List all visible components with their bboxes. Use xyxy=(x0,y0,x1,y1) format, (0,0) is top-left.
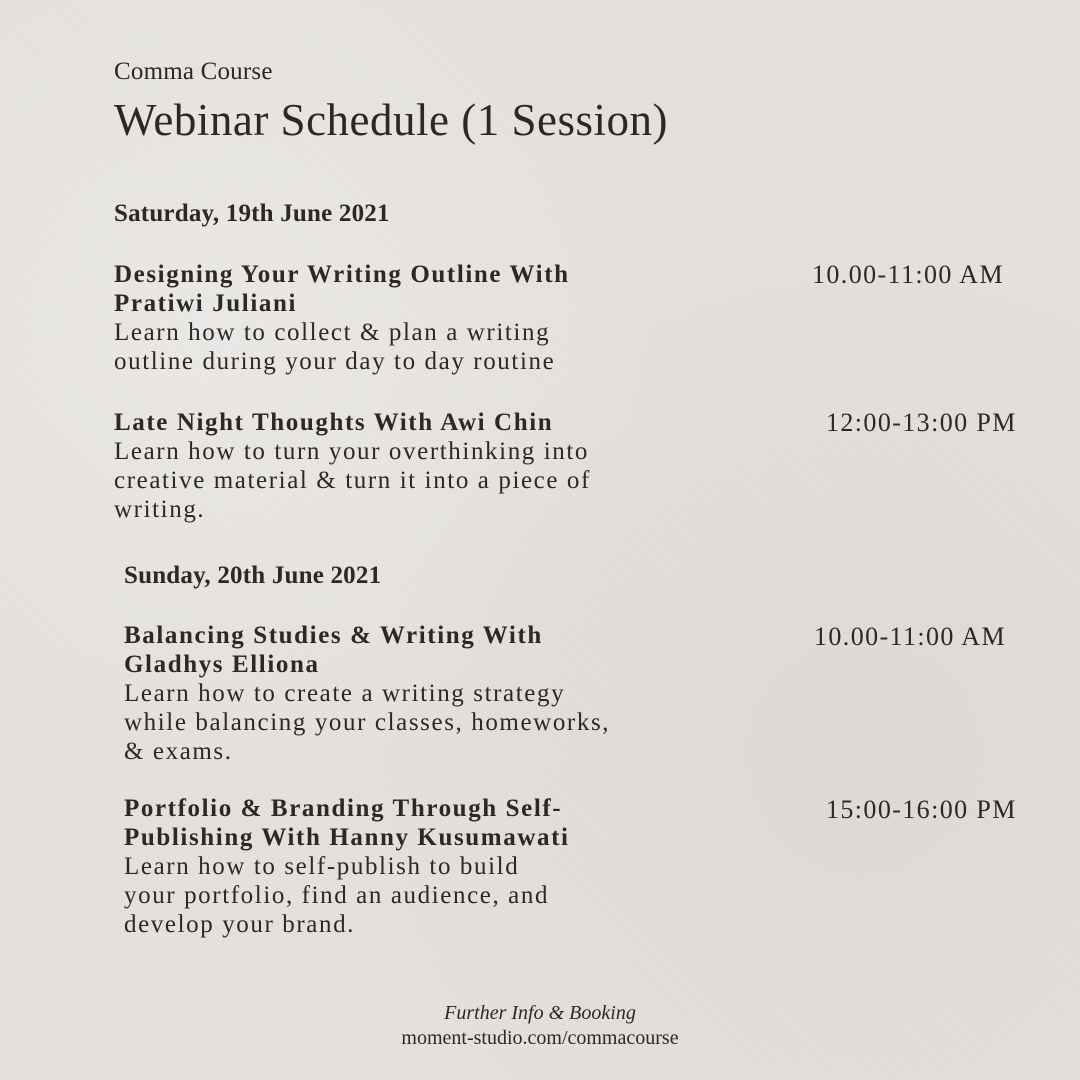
session-time: 10.00-11:00 AM xyxy=(814,622,1006,651)
session-item xyxy=(124,794,724,939)
footer-label: Further Info & Booking xyxy=(444,1002,636,1024)
page-title: Webinar Schedule (1 Session) xyxy=(114,95,668,145)
day-heading-sunday: Sunday, 20th June 2021 xyxy=(124,562,382,589)
session-title: Designing Your Writing Outline With Pratiwi Juliani xyxy=(114,261,570,317)
brand-name: Comma Course xyxy=(114,58,273,85)
session-description: Learn how to turn your overthinking into creative material & turn it into a piece of writing. xyxy=(114,438,591,523)
session-time: 10.00-11:00 AM xyxy=(812,260,1004,289)
session-item xyxy=(114,408,714,524)
day-heading-saturday: Saturday, 19th June 2021 xyxy=(114,200,390,227)
session-title: Late Night Thoughts With Awi Chin xyxy=(114,409,554,436)
session-description: Learn how to create a writing strategy while balancing your classes, homeworks, & exams. xyxy=(124,680,611,765)
session-time: 12:00-13:00 PM xyxy=(826,408,1017,437)
session-description: Learn how to self-publish to build your portfolio, find an audience, and develop your brand. xyxy=(124,853,550,938)
session-title: Portfolio & Branding Through Self- Publishing With Hanny Kusumawati xyxy=(124,795,570,851)
session-item xyxy=(114,260,714,376)
session-description: Learn how to collect & plan a writing outline during your day to day routine xyxy=(114,319,556,375)
footer-url[interactable]: moment-studio.com/commacourse xyxy=(401,1027,679,1049)
session-item xyxy=(124,621,724,766)
session-time: 15:00-16:00 PM xyxy=(826,795,1017,824)
session-title: Balancing Studies & Writing With Gladhys Elliona xyxy=(124,622,543,678)
